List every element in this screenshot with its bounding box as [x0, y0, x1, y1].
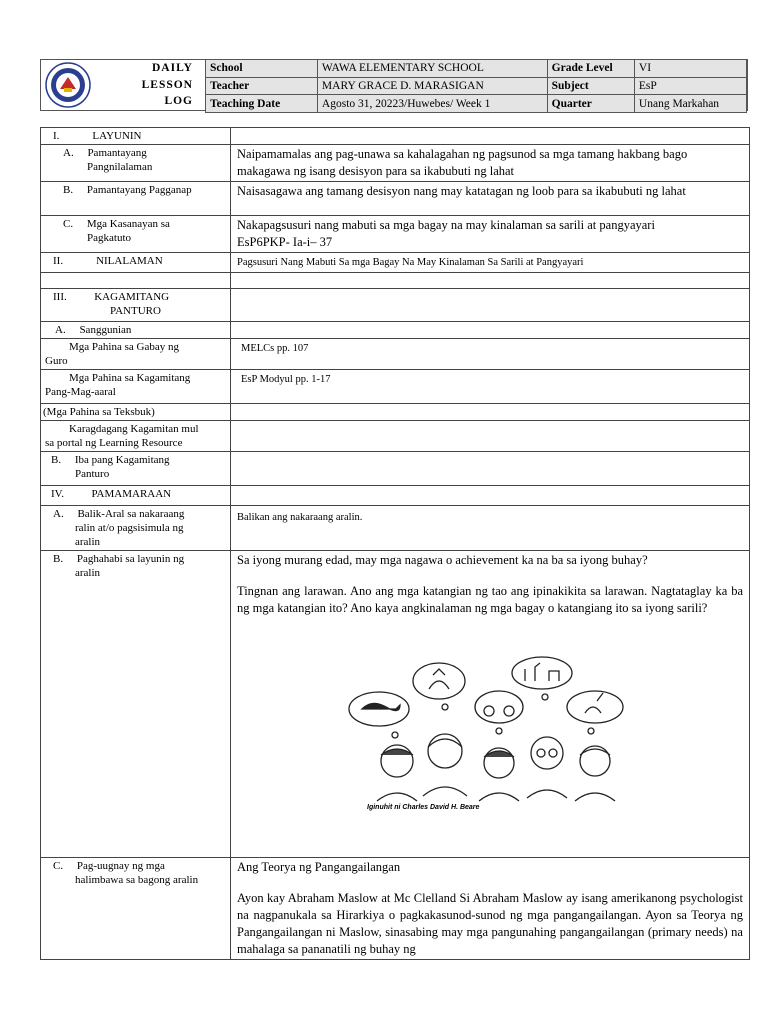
- row-content: Nakapagsusuri nang mabuti sa mga bagay na may kinalaman sa sarili at pangyayari EsP6PKP- Ia-i– 37: [231, 216, 750, 253]
- row-content: EsP Modyul pp. 1-17: [231, 370, 750, 404]
- table-row: [41, 182, 750, 216]
- row-content: Pagsusuri Nang Mabuti Sa mga Bagay Na May Kinalaman Sa Sarili at Pangyayari: [231, 253, 750, 273]
- row-content: Sa iyong murang edad, may mga nagawa o achievement ka na ba sa iyong buhay? Tingnan ang larawan. Ano ang mga katangian ng tao ang ipinakikita sa larawan. Nagtataglay ka ba ng mga katangian ito? Ano kaya angkinalaman ng mga bagay o katangiang ito sa iyong sarili? Iginuhit ni Charles David H. Beare: [231, 551, 750, 858]
- teaching-date-label: Teaching Date: [206, 95, 318, 113]
- table-row: [41, 506, 750, 551]
- table-row: [41, 289, 750, 322]
- row-label: Karagdagang Kagamitan mul sa portal ng Learning Resource: [41, 421, 231, 452]
- illustration-wrapper: [337, 651, 637, 811]
- header-info-table: [205, 59, 747, 113]
- row-label: Mga Pahina sa Gabay ng Guro: [41, 339, 231, 370]
- row-label: C. Mga Kasanayan sa Pagkatuto: [41, 216, 231, 253]
- table-row: [41, 421, 750, 452]
- row-label: B. Pamantayang Pagganap: [41, 182, 231, 216]
- quarter-value: Unang Markahan: [634, 95, 746, 113]
- school-label: School: [206, 60, 318, 78]
- table-row: [41, 216, 750, 253]
- row-label: IV. PAMAMARAAN: [41, 486, 231, 506]
- school-value: WAWA ELEMENTARY SCHOOL: [317, 60, 547, 78]
- row-label: C. Pag-uugnay ng mga halimbawa sa bagong aralin: [41, 858, 231, 960]
- row-label: III. KAGAMITANG PANTURO: [41, 289, 231, 322]
- table-row: [41, 145, 750, 182]
- table-row: [41, 273, 750, 289]
- children-thinking-illustration: [337, 651, 637, 811]
- header-block: [40, 59, 748, 111]
- table-row: [41, 370, 750, 404]
- grade-level-label: Grade Level: [547, 60, 634, 78]
- row-label: I. LAYUNIN: [41, 128, 231, 145]
- table-row: [41, 128, 750, 145]
- daily-lesson-log-title: DAILY LESSON LOG: [141, 62, 193, 108]
- row-content: Naisasagawa ang tamang desisyon nang may katatagan ng loob para sa ikabubuti ng lahat: [231, 182, 750, 216]
- row-content: Ang Teorya ng Pangangailangan Ayon kay Abraham Maslow at Mc Clelland Si Abraham Maslow ay isang amerikanong psychologist na nagpanukala sa Hirarkiya o pagkakasunod-sunod ng mga pangangailangan. Ayon sa Teorya ng Pangangailangan ni Maslow, sinasabing may mga pangunahing pangangailangan (primary needs) na mahalaga sa pananatili ng buhay ng: [231, 858, 750, 960]
- subject-value: EsP: [634, 77, 746, 95]
- table-row: [41, 858, 750, 960]
- quarter-label: Quarter: [547, 95, 634, 113]
- row-label: Mga Pahina sa Kagamitang Pang-Mag-aaral: [41, 370, 231, 404]
- row-content: Naipamamalas ang pag-unawa sa kahalagahan ng pagsunod sa mga tamang hakbang bago makagawa ng isang desisyon para sa ikabubuti ng lahat: [231, 145, 750, 182]
- teacher-label: Teacher: [206, 77, 318, 95]
- row-content: Balikan ang nakaraang aralin.: [231, 506, 750, 551]
- teaching-date-value: Agosto 31, 20223/Huwebes/ Week 1: [317, 95, 547, 113]
- table-row: [41, 452, 750, 486]
- grade-level-value: VI: [634, 60, 746, 78]
- teacher-value: MARY GRACE D. MARASIGAN: [317, 77, 547, 95]
- row-label: A. Pamantayang Pangnilalaman: [41, 145, 231, 182]
- deped-seal-icon: [45, 62, 91, 108]
- row-label: (Mga Pahina sa Teksbuk): [41, 404, 231, 421]
- illustration-caption: Iginuhit ni Charles David H. Beare: [367, 804, 480, 811]
- row-label: A. Sanggunian: [41, 322, 231, 339]
- row-label: II. NILALAMAN: [41, 253, 231, 273]
- row-label: B. Paghahabi sa layunin ng aralin: [41, 551, 231, 858]
- table-row: [41, 339, 750, 370]
- table-row: [41, 253, 750, 273]
- table-row: [41, 404, 750, 421]
- table-row: [41, 486, 750, 506]
- table-row: [41, 322, 750, 339]
- row-label: B. Iba pang Kagamitang Panturo: [41, 452, 231, 486]
- row-label: A. Balik-Aral sa nakaraang ralin at/o pagsisimula ng aralin: [41, 506, 231, 551]
- lesson-log-table: [40, 127, 750, 960]
- table-row: [41, 551, 750, 858]
- row-content: MELCs pp. 107: [231, 339, 750, 370]
- subject-label: Subject: [547, 77, 634, 95]
